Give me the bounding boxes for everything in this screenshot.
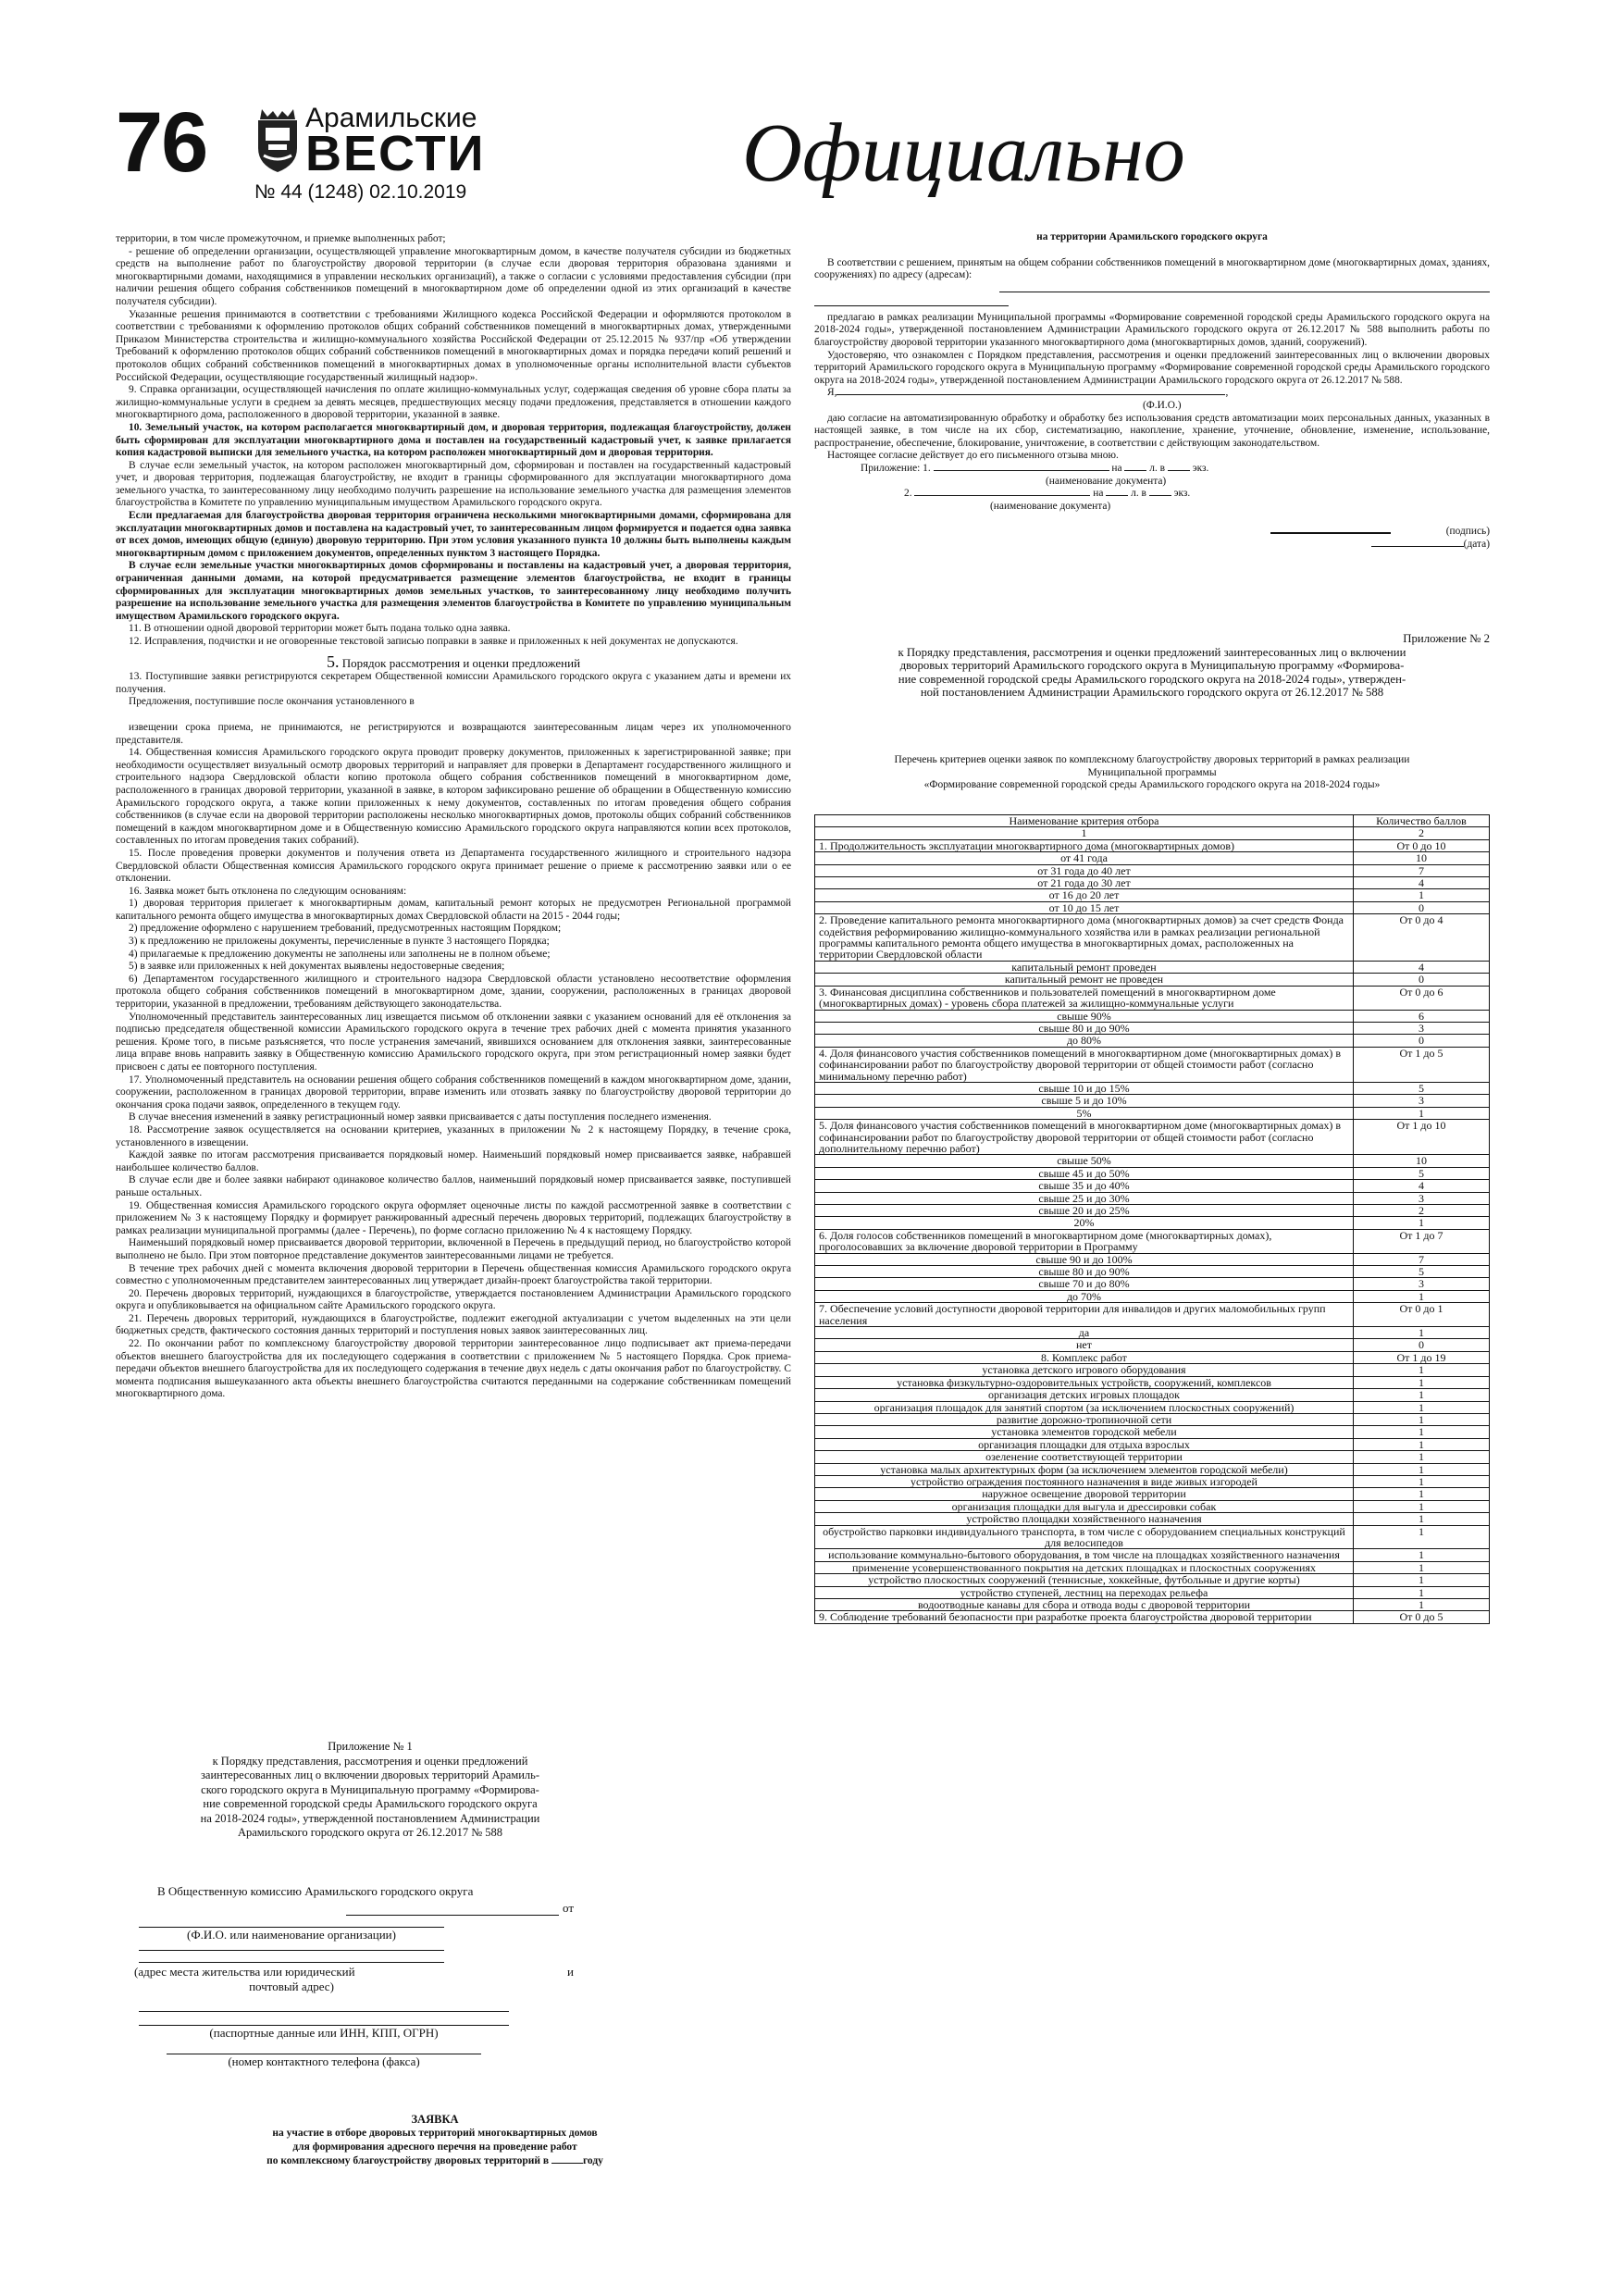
table-row (815, 1327, 1490, 1339)
paragraph: 12. Исправления, подчистки и не оговоренные текстовой записью поправки в заявке и приложенных к ней документах не допускаются. (129, 636, 738, 647)
appendix-line: к Порядку представления, рассмотрения и оценки предложений (212, 1754, 528, 1768)
criterion-cell: от 31 года до 40 лет (815, 864, 1354, 876)
criterion-cell: свыше 5 и до 10% (815, 1095, 1354, 1107)
table-row (815, 1401, 1490, 1413)
appendix-1-header (120, 1740, 620, 1841)
points-cell: 1 (1354, 1561, 1490, 1573)
table-row (815, 839, 1490, 851)
points-cell: 1 (1354, 1549, 1490, 1561)
criterion-cell: организация площадки для выгула и дрессировки собак (815, 1500, 1354, 1512)
table-row (815, 1047, 1490, 1082)
table-header-points: Количество баллов (1354, 815, 1490, 827)
paragraph: 9. Справка организации, осуществляющей начисления по оплате жилищно-коммунальных услуг, содержащая сведения об уровне сбора платы за жилищно-коммунальные услуги в среднем за девять месяцев, предшествующих месяцу подачи предложения, представляется в отношении каждого многоквартирного дома, расположенного в дворовой территории, указанной в заявке. (116, 384, 791, 421)
points-cell: 10 (1354, 1155, 1490, 1167)
criterion-cell: 8. Комплекс работ (815, 1351, 1354, 1363)
criterion-cell: 20% (815, 1217, 1354, 1229)
points-cell: 1 (1354, 1599, 1490, 1611)
points-cell: От 0 до 6 (1354, 986, 1490, 1010)
points-cell: 1 (1354, 1451, 1490, 1463)
table-row (815, 1167, 1490, 1179)
points-cell: 1 (1354, 1463, 1490, 1475)
to-commission: В Общественную комиссию Арамильского городского округа (157, 1884, 474, 1898)
table-row (815, 1205, 1490, 1217)
address-field[interactable] (139, 2009, 509, 2012)
points-cell: 3 (1354, 1278, 1490, 1290)
table-row (815, 1278, 1490, 1290)
paragraph: В случае если земельные участки многоквартирных домов сформированы и поставлены на кадастровый учет, а дворовая территория, ограниченная данными домами, на которой предусматривается размещение элементов благоустройства, не входит в границы сформированных для эксплуатации многоквартирных домов земельных участков, то заинтересованному лицу необходимо получить разрешение на использование земельного участка для размещения элементов благоустройства в Комитете по управлению муниципальным имуществом Арамильского городского округа. (116, 560, 791, 622)
paragraph: Указанные решения принимаются в соответствии с требованиями Жилищного кодекса Российской Федерации и оформляются протоколом в соответствии с требованиями к оформлению протоколов общих собраний собственников помещений в многоквартирных домах, утвержденными Приказом Министерства строительства и жилищно-коммунального хозяйства Российской Федерации от 25.12.2015 № 937/пр «Об утверждении Требований к оформлению протоколов общих собраний собственников помещений в многоквартирных домах и порядка передачи копий решений и протоколов общих собраний собственников помещений в многоквартирных домах в уполномоченные органы исполнительной власти субъектов Российской Федерации, осуществляющие государственный жилищный надзор». (116, 308, 791, 383)
table-row (815, 1611, 1490, 1623)
table-row (815, 986, 1490, 1010)
table-row (815, 1082, 1490, 1094)
points-cell: 1 (1354, 889, 1490, 901)
criteria-title-line: Перечень критериев оценки заявок по комплексному благоустройству дворовых территорий в рамках реализации (894, 754, 1410, 765)
from-label: от (562, 1901, 574, 1915)
appendix-line: ского городского округа в Муниципальную программу «Формирова- (201, 1782, 539, 1796)
left-column-text (116, 233, 791, 1401)
table-row (815, 877, 1490, 889)
table-row (815, 1500, 1490, 1512)
paragraph: 11. В отношении одной дворовой территории может быть подана только одна заявка. (129, 623, 511, 635)
table-row (815, 1095, 1490, 1107)
table-row (815, 1303, 1490, 1327)
appendix-line: дворовых территорий Арамильского городского округа в Муниципальную программу «Формирова- (899, 659, 1405, 672)
points-cell: 1 (1354, 1376, 1490, 1388)
criterion-cell: озеленение соответствующей территории (815, 1451, 1354, 1463)
table-row (815, 1339, 1490, 1351)
criterion-cell: да (815, 1327, 1354, 1339)
points-cell: 1 (1354, 1525, 1490, 1549)
section-5-heading: 5. Порядок рассмотрения и оценки предложений (326, 652, 581, 671)
criterion-cell: организация детских игровых площадок (815, 1389, 1354, 1401)
criterion-cell: 9. Соблюдение требований безопасности при разработке проекта благоустройства дворовой территории (815, 1611, 1354, 1623)
criterion-cell: капитальный ремонт проведен (815, 961, 1354, 973)
table-row (815, 1180, 1490, 1192)
paragraph: - решение об определении организации, осуществляющей управление многоквартирным домом, в качестве получателя субсидии из бюджетных средств на выполнение работ по благоустройству дворовой территории (в случае если дворовая территория образована зданиями и многоквартирными домами, находящимися в управлении нескольких организаций), а также о согласии с условиями предоставления субсидии (при наличии решения общего собрания собственников помещений в многоквартирном доме об определении одной из этих организаций в качестве получателя субсидии). (116, 245, 791, 307)
address-hint-2: почтовый адрес) (249, 1980, 334, 1993)
paragraph: В случае внесения изменений в заявку регистрационный номер заявки присваивается с даты поступления последнего изменения. (129, 1111, 712, 1123)
criterion-cell: устройство ограждения постоянного назначения в виде живых изгородей (815, 1475, 1354, 1487)
right-heading: на территории Арамильского городского округа (1036, 231, 1268, 242)
table-row (815, 1010, 1490, 1022)
paragraph: Предложения, поступившие после окончания установленного в (129, 696, 415, 708)
paragraph: 17. Уполномоченный представитель на основании решения общего собрания собственников помещений в каждом многоквартирном доме, здании, сооружении, расположенном в границах дворовой территории, вправе изменить или отозвать заявку по благоустройству дворовой территории до окончания срока подачи заявок, определенного в текущем году. (116, 1074, 791, 1111)
paragraph: В течение трех рабочих дней с момента включения дворовой территории в Перечень общественная комиссия Арамильского городского округа совместно с уполномоченным представителем заинтересованных лиц утверждает дизайн-проект благоустройства такой территории. (116, 1262, 791, 1287)
paragraph: 18. Рассмотрение заявок осуществляется на основании критериев, указанных в приложении № 2 к настоящему Порядку, в течение срока, установленного в извещении. (116, 1123, 791, 1148)
points-cell: От 1 до 7 (1354, 1229, 1490, 1253)
table-row (815, 1022, 1490, 1034)
criterion-cell: установка физкультурно-оздоровительных устройств, сооружений, комплексов (815, 1376, 1354, 1388)
paragraph: извещении срока приема, не принимаются, не регистрируются и возвращаются заинтересованным лицам через их уполномоченного представителя. (116, 721, 791, 746)
criterion-cell: организация площадки для отдыха взрослых (815, 1438, 1354, 1450)
table-row (815, 852, 1490, 864)
paragraph: 19. Общественная комиссия Арамильского городского округа оформляет оценочные листы по каждой рассмотренной заявке в соответствии с приложением № 3 к настоящему Порядку и формирует ранжированный адресный перечень дворовых территорий, подлежащих благоустройству в рамках реализации муниципальной программы (далее - Перечень), по форме согласно приложению № 4 к настоящему Порядку. (116, 1199, 791, 1236)
table-row (815, 1229, 1490, 1253)
criterion-cell: применение усовершенствованного покрытия на детских площадках и плоскостных сооружениях (815, 1561, 1354, 1573)
points-cell: 1 (1354, 1389, 1490, 1401)
table-row (815, 1192, 1490, 1204)
criterion-cell: водоотводные канавы для сбора и отвода воды с дворовой территории (815, 1599, 1354, 1611)
points-cell: 1 (1354, 1586, 1490, 1598)
brand-name-top: Арамильские (305, 103, 477, 133)
criterion-cell: до 80% (815, 1035, 1354, 1047)
table-row (815, 1035, 1490, 1047)
paragraph: 2) предложение оформлено с нарушением требований, предусмотренных настоящим Порядком; (129, 923, 562, 935)
points-cell: 3 (1354, 1022, 1490, 1034)
criterion-cell: 1. Продолжительность эксплуатации многоквартирного дома (многоквартирных домов) (815, 839, 1354, 851)
application-form (134, 1884, 574, 2069)
fio-field-2[interactable] (139, 1948, 444, 1951)
table-row (815, 914, 1490, 962)
paragraph: 15. После проведения проверки документов и получения ответа из Департамента государственного жилищного и строительного надзора Свердловской области Общественная комиссия Арамильского городского округа принимает решение о приеме к рассмотрению заявки или о ее отклонении. (116, 847, 791, 885)
appendix-line: Приложение № 2 (1403, 632, 1490, 645)
criterion-cell: 3. Финансовая дисциплина собственников и пользователей помещений в многоквартирном доме (многоквартирных домах) - уровень сбора платежей за жилищно-коммунальные услуги (815, 986, 1354, 1010)
points-cell: 3 (1354, 1095, 1490, 1107)
criterion-cell: от 41 года (815, 852, 1354, 864)
paragraph: 4) прилагаемые к предложению документы не заполнены или заполнены не в полном объеме; (129, 948, 551, 960)
points-cell: 4 (1354, 877, 1490, 889)
table-row (815, 1426, 1490, 1438)
appendix-line: Арамильского городского округа от 26.12.2017 № 588 (237, 1826, 503, 1839)
paragraph: 6) Департаментом государственного жилищного и строительного надзора Свердловской области установлено несоответствие оформления протокола общего собрания собственников помещений в многоквартирном доме, здании, сооружении, расположенных в границах дворовой территории, указанной в предложении, требованиям действующего законодательства. (116, 973, 791, 1011)
points-cell: 3 (1354, 1192, 1490, 1204)
criterion-cell: от 16 до 20 лет (815, 889, 1354, 901)
passport-hint: (паспортные данные или ИНН, КПП, ОГРН) (209, 2026, 439, 2040)
criterion-cell: от 21 года до 30 лет (815, 877, 1354, 889)
criterion-cell: наружное освещение дворовой территории (815, 1488, 1354, 1500)
table-row (815, 1488, 1490, 1500)
points-cell: 6 (1354, 1010, 1490, 1022)
points-cell: 0 (1354, 901, 1490, 913)
table-row (815, 1451, 1490, 1463)
table-row (815, 1599, 1490, 1611)
table-row (815, 1155, 1490, 1167)
table-row (815, 974, 1490, 986)
criterion-cell: 7. Обеспечение условий доступности дворовой территории для инвалидов и других маломобильных групп населения (815, 1303, 1354, 1327)
points-cell: 0 (1354, 1035, 1490, 1047)
paragraph: 22. По окончании работ по комплексному благоустройству дворовой территории заинтересованное лицо подписывает акт приема-передачи объектов внешнего благоустройства для их последующего содержания в соответствии с приложением № 5 настоящего Порядка. Срок приема-передачи объектов внешнего благоустройства для их последующего содержания в течение двух недель с даты окончания работ по благоустройству. С момента подписания вышеуказанного акта объекты внешнего благоустройства считаются переданными на содержание собственникам помещений многоквартирного дома. (116, 1338, 791, 1400)
page-number: 76 (116, 95, 207, 190)
points-cell: От 1 до 10 (1354, 1120, 1490, 1155)
table-row (815, 1376, 1490, 1388)
paragraph: 13. Поступившие заявки регистрируются секретарем Общественной комиссии Арамильского городского округа с указанием даты и времени их получения. (116, 671, 791, 695)
criterion-cell: свыше 45 и до 50% (815, 1167, 1354, 1179)
points-cell: От 0 до 4 (1354, 914, 1490, 962)
section-title: Официально (742, 107, 1185, 199)
brand-name-main: ВЕСТИ (305, 126, 486, 181)
points-cell: 1 (1354, 1327, 1490, 1339)
table-row (815, 1525, 1490, 1549)
points-cell: 0 (1354, 1339, 1490, 1351)
paragraph: 3) к предложению не приложены документы, перечисленные в пункте 3 настоящего Порядка; (129, 936, 550, 948)
paragraph: 5) в заявке или приложенных к ней документах выявлены недостоверные сведения; (129, 961, 505, 973)
criterion-cell: устройство ступеней, лестниц на переходах рельефа (815, 1586, 1354, 1598)
criterion-cell: развитие дорожно-тропиночной сети (815, 1413, 1354, 1425)
criterion-cell: капитальный ремонт не проведен (815, 974, 1354, 986)
page-header (0, 0, 1623, 231)
paragraph: территории, в том числе промежуточном, и приемке выполненных работ; (116, 233, 446, 244)
points-cell: 1 (1354, 1438, 1490, 1450)
table-row (815, 1217, 1490, 1229)
table-row (815, 1513, 1490, 1525)
criteria-table: Наименование критерия отбора Количество баллов 1 2 1. Продолжительность эксплуатации многоквартирного дома (многоквартирных домов) От 0 до 10 от 41 года 10 от 31 года до 40 лет 7 от 21 года до 30 лет 4 от 16 до 20 лет 1 от 10 до 15 лет 0 2. Проведение капитального ремонта многоквартирного дома (многоквартирных домов) за счет средств Фонда содействия реформированию жилищно-коммунального хозяйства или в рамках реализации региональной программы капитального ремонта общего имущества в многоквартирных домах, расположенных на территории Свердловской области От 0 до 4 капитальный ремонт проведен 4 капитальный ремонт не проведен 0 3. Финансовая дисциплина собственников и пользователей помещений в многоквартирном доме (многоквартирных домах) - уровень сбора платежей за жилищно-коммунальные услуги От 0 до 6 свыше 90% 6 свыше 80 и до 90% 3 до 80% 0 4. Доля финансового участия собственников помещений в многоквартирном доме (многоквартирных домах) в софинансировании работ по благоустройству дворовой территории от общей стоимости работ (согласно минимальному перечню работ) От 1 до 5 свыше 10 и до 15% 5 свыше 5 и до 10% 3 5% 1 5. Доля финансового участия собственников помещений в многоквартирном доме (многоквартирных домах) в софинансировании работ по благоустройству дворовой территории от общей стоимости работ (согласно дополнительному перечню работ) От 1 до 10 свыше 50% 10 свыше 45 и до 50% 5 свыше 35 и до 40% 4 свыше 25 и до 30% 3 свыше 20 и до 25% 2 20% 1 6. Доля голосов собственников помещений в многоквартирном доме (многоквартирных домах), проголосовавших за включение дворовой территории в Программу От 1 до 7 свыше 90 и до 100% 7 свыше 80 и до 90% 5 свыше 70 и до 80% 3 до 70% 1 7. Обеспечение условий доступности дворовой территории для инвалидов и других маломобильных групп населения От 0 до 1 да 1 нет 0 8. Комплекс работ От 1 до 19 установка детского игрового оборудования 1 установка физкультурно-оздоровительных устройств, сооружений, комплексов 1 организация детских игровых площадок 1 организация площадок для занятий спортом (за исключением плоскостных сооружений) 1 развитие дорожно-тропиночной сети 1 установка элементов городской мебели 1 организация площадки для отдыха взрослых 1 озеленение соответствующей территории 1 установка малых архитектурных форм (за исключением элементов городской мебели) 1 устройство ограждения постоянного назначения в виде живых изгородей 1 наружное освещение дворовой территории 1 организация площадки для выгула и дрессировки собак 1 устройство площадки хозяйственного назначения 1 обустройство парковки индивидуального транспорта, в том числе с оборудованием специальных конструкций для велосипедов 1 использование коммунально-бытового оборудования, в том числе на площадках хозяйственного назначения 1 применение усовершенствованного покрытия на детских площадках и плоскостных сооружениях 1 устройство плоскостных сооружений (теннисные, хоккейные, футбольные и другие корты) 1 устройство ступеней, лестниц на переходах рельефа 1 водоотводные канавы для сбора и отвода воды с дворовой территории 1 9. Соблюдение требований безопасности при разработке проекта благоустройства дворовой территории От 0 до 5 (814, 814, 1490, 1624)
table-header-criterion: Наименование критерия отбора (815, 815, 1354, 827)
points-cell: 1 (1354, 1513, 1490, 1525)
points-cell: 1 (1354, 1475, 1490, 1487)
criterion-cell: 5. Доля финансового участия собственников помещений в многоквартирном доме (многоквартирных домах) в софинансировании работ по благоустройству дворовой территории от общей стоимости работ (согласно дополнительному перечню работ) (815, 1120, 1354, 1155)
table-row (815, 1475, 1490, 1487)
points-cell: От 1 до 5 (1354, 1047, 1490, 1082)
points-cell: 7 (1354, 864, 1490, 876)
points-cell: 0 (1354, 974, 1490, 986)
points-cell: 7 (1354, 1253, 1490, 1265)
criterion-cell: свыше 90 и до 100% (815, 1253, 1354, 1265)
criterion-cell: 6. Доля голосов собственников помещений в многоквартирном доме (многоквартирных домах), проголосовавших за включение дворовой территории в Программу (815, 1229, 1354, 1253)
criterion-cell: использование коммунально-бытового оборудования, в том числе на площадках хозяйственного назначения (815, 1549, 1354, 1561)
address-hint: (адрес места жительства или юридический (134, 1965, 355, 1979)
table-row (815, 901, 1490, 913)
paragraph: В случае если две и более заявки набирают одинаковое количество баллов, наименьший порядковый номер присваивается заявке, поступившей раньше остальных. (116, 1174, 791, 1198)
table-row (815, 889, 1490, 901)
table-row (815, 1413, 1490, 1425)
criterion-cell: установка детского игрового оборудования (815, 1364, 1354, 1376)
criterion-cell: 4. Доля финансового участия собственников помещений в многоквартирном доме (многоквартирных домах) в софинансировании работ по благоустройству дворовой территории от общей стоимости работ (согласно минимальному перечню работ) (815, 1047, 1354, 1082)
criteria-title-line: «Формирование современной городской среды Арамильского городского округа на 2018-2024 годы» (923, 779, 1381, 790)
paragraph: 16. Заявка может быть отклонена по следующим основаниям: (129, 885, 407, 897)
criterion-cell: организация площадок для занятий спортом (за исключением плоскостных сооружений) (815, 1401, 1354, 1413)
criterion-cell: установка малых архитектурных форм (за исключением элементов городской мебели) (815, 1463, 1354, 1475)
table-row (815, 864, 1490, 876)
table-row (815, 961, 1490, 973)
points-cell: 1 (1354, 1107, 1490, 1119)
paragraph: 14. Общественная комиссия Арамильского городского округа проводит проверку документов, приложенных к зарегистрированной заявке; при необходимости осуществляет визуальный осмотр дворовых территорий и направляет для проверки в Департамент государственного жилищного и строительного надзора Свердловской области копию протокола общего собрания собственников помещений в многоквартирном доме, расположенного в границах дворовой территории, указанной в заявке, в котором зафиксировано решение об обращении в Общественную комиссию Арамильского городского округа, а также копии приложенных к нему документов, составленных по итогам проведения общего собрания собственников (в случае если на дворовой территории расположены несколько многоквартирных домов, протоколы общих собраний собственников помещений в каждом многоквартирном доме и в Общественную комиссию Арамильского городского округа направляются копии всех протоколов, составленных по итогам проведения таких собраний). (116, 747, 791, 847)
appendix-2-header (814, 632, 1490, 700)
paragraph: Наименьший порядковый номер присваивается дворовой территории, включенной в Перечень в предыдущий период, но благоустройство которой выполнено не было. При этом повторное представление документов заинтересованными лицами не требуется. (116, 1237, 791, 1261)
criteria-title-line: Муниципальной программы (1087, 766, 1217, 778)
appendix-line: ной постановлением Администрации Арамильского городского округа от 26.12.2017 № 588 (920, 686, 1384, 699)
table-row (815, 1438, 1490, 1450)
criterion-cell: свыше 90% (815, 1010, 1354, 1022)
points-cell: 4 (1354, 1180, 1490, 1192)
criterion-cell: свыше 20 и до 25% (815, 1205, 1354, 1217)
points-cell: От 0 до 5 (1354, 1611, 1490, 1623)
criterion-cell: свыше 25 и до 30% (815, 1192, 1354, 1204)
application-title: ЗАЯВКА на участие в отборе дворовых территорий многоквартирных домов для формирования адресного перечня на проведение работ по комплексному благоустройству дворовых территорий в году (266, 2113, 603, 2166)
criterion-cell: свыше 50% (815, 1155, 1354, 1167)
table-row (815, 1266, 1490, 1278)
points-cell: 1 (1354, 1426, 1490, 1438)
table-row (815, 1389, 1490, 1401)
paragraph: 21. Перечень дворовых территорий, нуждающихся в благоустройстве, подлежит ежегодной актуализации с учетом выделенных на эти цели бюджетных средств, фактического состояния данных территорий и поступления новых заявок заинтересованных лиц. (116, 1312, 791, 1337)
criterion-cell: нет (815, 1339, 1354, 1351)
paragraph: Каждой заявке по итогам рассмотрения присваивается порядковый номер. Наименьший порядковый номер присваивается заявке, набравшей наибольшее количество баллов. (116, 1149, 791, 1173)
criterion-cell: свыше 80 и до 90% (815, 1266, 1354, 1278)
points-cell: 5 (1354, 1167, 1490, 1179)
paragraph: Уполномоченный представитель заинтересованных лиц извещается письмом об отклонении заявки с указанием оснований для её отклонения за подписью председателя общественной комиссии Арамильского городского округа в течение трех рабочих дней с момента принятия указанного решения. Кроме того, в письме разъясняется, что после устранения замечаний, явившихся основанием для отклонения заявки, заинтересованные лица вправе вновь направить заявку в Общественную комиссию Арамильского городского округа, при этом регистрационный номер заявки будет присвоен с даты ее повторного поступления. (116, 1011, 791, 1073)
right-column-form-text: на территории Арамильского городского округа В соответствии с решением, принятым на общем собрании собственников помещений в многоквартирном доме (многоквартирных домах, зданиях, сооружениях) по адресу (адресам): предлагаю в рамках реализации Муниципальной программы «Формирование современной городской среды Арамильского городского округа на 2018-2024 годы», утвержденной постановлением Администрации Арамильского городского округа от 26.12.2017 № 588 выполнить работы по благоустройству дворовой территории указанного многоквартирного дома (многоквартирных домов, зданий, сооружений). Удостоверяю, что ознакомлен с Порядком представления, рассмотрения и оценки предложений заинтересованных лиц о включении дворовых территорий Арамильского городского округа в Муниципальную программу «Формирование современной городской среды Арамильского городского округа на 2018-2024 годы», утвержденной постановлением Администрации Арамильского городского округа от 26.12.2017 № 588. Я, , (Ф.И.О.) даю согласие на автоматизированную обработку и обработку без использования средств автоматизации моих персональных данных, указанных в настоящей заявке, в том числе на их сбор, систематизацию, накопление, хранение, уточнение, обновление, изменение, использование, распространение, обеспечение, блокирование, уничтожение, в соответствии с действующим законодательством. Настоящее согласие действует до его письменного отзыва мною. Приложение: 1. на л. в экз. (наименование документа) 2. на л. в экз. (наименование документа) (подпись) (дата) (814, 231, 1490, 550)
points-cell: 1 (1354, 1364, 1490, 1376)
paragraph: В случае если земельный участок, на котором расположен многоквартирный дом, сформирован и поставлен на государственный кадастровый учет, и дворовая территория, подлежащая благоустройству, не входит в границы сформированного для эксплуатации многоквартирного дома земельного участка, то заинтересованному лицу необходимо получить разрешение на использование земельного участка для размещения элементов благоустройства в Комитете по управлению муниципальным имуществом Арамильского городского округа. (116, 459, 791, 509)
table-row (815, 1120, 1490, 1155)
appendix-line: к Порядку представления, рассмотрения и оценки предложений заинтересованных лиц о включении (898, 645, 1406, 659)
criterion-cell: от 10 до 15 лет (815, 901, 1354, 913)
points-cell: 4 (1354, 961, 1490, 973)
points-cell: 10 (1354, 852, 1490, 864)
table-row (815, 1253, 1490, 1265)
table-row (815, 1290, 1490, 1302)
criterion-cell: свыше 70 и до 80% (815, 1278, 1354, 1290)
fio-field-3[interactable] (139, 1960, 444, 1963)
points-cell: 1 (1354, 1401, 1490, 1413)
appendix-line: на 2018-2024 годы», утвержденной постановлением Администрации (200, 1811, 540, 1825)
criteria-title (814, 754, 1490, 792)
appendix-line: ние современной городской среды Арамильского городского округа на 2018-2024 годы», утвержден- (898, 672, 1406, 686)
criterion-cell: установка элементов городской мебели (815, 1426, 1354, 1438)
criterion-cell: свыше 35 и до 40% (815, 1180, 1354, 1192)
points-cell: 1 (1354, 1488, 1490, 1500)
fio-hint: (Ф.И.О. или наименование организации) (187, 1928, 396, 1942)
points-cell: От 0 до 10 (1354, 839, 1490, 851)
table-row (815, 1561, 1490, 1573)
table-row (815, 1574, 1490, 1586)
criterion-cell: обустройство парковки индивидуального транспорта, в том числе с оборудованием специальных конструкций для велосипедов (815, 1525, 1354, 1549)
paragraph: 20. Перечень дворовых территорий, нуждающихся в благоустройстве, утверждается постановлением Администрации Арамильского городского округа и опубликовывается на официальном сайте Арамильского городского округа. (116, 1287, 791, 1312)
points-cell: 1 (1354, 1290, 1490, 1302)
and-label: и (567, 1965, 574, 1979)
criterion-cell: 2. Проведение капитального ремонта многоквартирного дома (многоквартирных домов) за счет средств Фонда содействия реформированию жилищно-коммунального хозяйства или в рамках реализации региональной программы капитального ремонта общего имущества в многоквартирных домах, расположенных на территории Свердловской области (815, 914, 1354, 962)
points-cell: 1 (1354, 1574, 1490, 1586)
paragraph: Если предлагаемая для благоустройства дворовая территория ограничена несколькими многоквартирными домами, сформирована для эксплуатации многоквартирных домов и поставлена на кадастровый учет, то заинтересованным лицом формируется и подается одна заявка от всех домов, имеющих общую (единую) дворовую территорию. При этом условия указанного пункта 10 должны быть выполнены каждым многоквартирным домом с приложением документов, определенных пунктом 3 настоящего Порядка. (116, 510, 791, 559)
table-row (815, 1107, 1490, 1119)
appendix-line: ние современной городской среды Арамильского городского округа (203, 1797, 538, 1810)
criterion-cell: до 70% (815, 1290, 1354, 1302)
paragraph: 1) дворовая территория прилегает к многоквартирным домам, капитальный ремонт которых не предусмотрен Региональной программой капитального ремонта общего имущества в многоквартирных домах Свердловской области на 2015 - 2044 годы; (116, 898, 791, 922)
points-cell: От 0 до 1 (1354, 1303, 1490, 1327)
table-row (815, 1351, 1490, 1363)
criterion-cell: устройство плоскостных сооружений (теннисные, хоккейные, футбольные и другие корты) (815, 1574, 1354, 1586)
points-cell: 5 (1354, 1082, 1490, 1094)
table-row (815, 1364, 1490, 1376)
points-cell: 1 (1354, 1413, 1490, 1425)
points-cell: 5 (1354, 1266, 1490, 1278)
coat-of-arms-icon (254, 107, 301, 174)
table-row (815, 1586, 1490, 1598)
appendix-line: заинтересованных лиц о включении дворовых территорий Арамиль- (200, 1769, 540, 1781)
points-cell: 1 (1354, 1217, 1490, 1229)
points-cell: 2 (1354, 1205, 1490, 1217)
criterion-cell: устройство площадки хозяйственного назначения (815, 1513, 1354, 1525)
criterion-cell: свыше 80 и до 90% (815, 1022, 1354, 1034)
points-cell: От 1 до 19 (1354, 1351, 1490, 1363)
paragraph: 10. Земельный участок, на котором располагается многоквартирный дом, и дворовая территория, подлежащая благоустройству, должен быть сформирован для эксплуатации многоквартирного дома и поставлен на государственный кадастровый учет, к заявке прилагается копия кадастровой выписки для земельного участка, на котором расположен многоквартирный дом и дворовая территория. (116, 421, 791, 459)
appendix-line: Приложение № 1 (328, 1740, 413, 1753)
criterion-cell: 5% (815, 1107, 1354, 1119)
phone-hint: (номер контактного телефона (факса) (228, 2054, 420, 2068)
points-cell: 1 (1354, 1500, 1490, 1512)
table-row (815, 1463, 1490, 1475)
criterion-cell: свыше 10 и до 15% (815, 1082, 1354, 1094)
issue-number: № 44 (1248) 02.10.2019 (254, 181, 467, 203)
table-row (815, 1549, 1490, 1561)
